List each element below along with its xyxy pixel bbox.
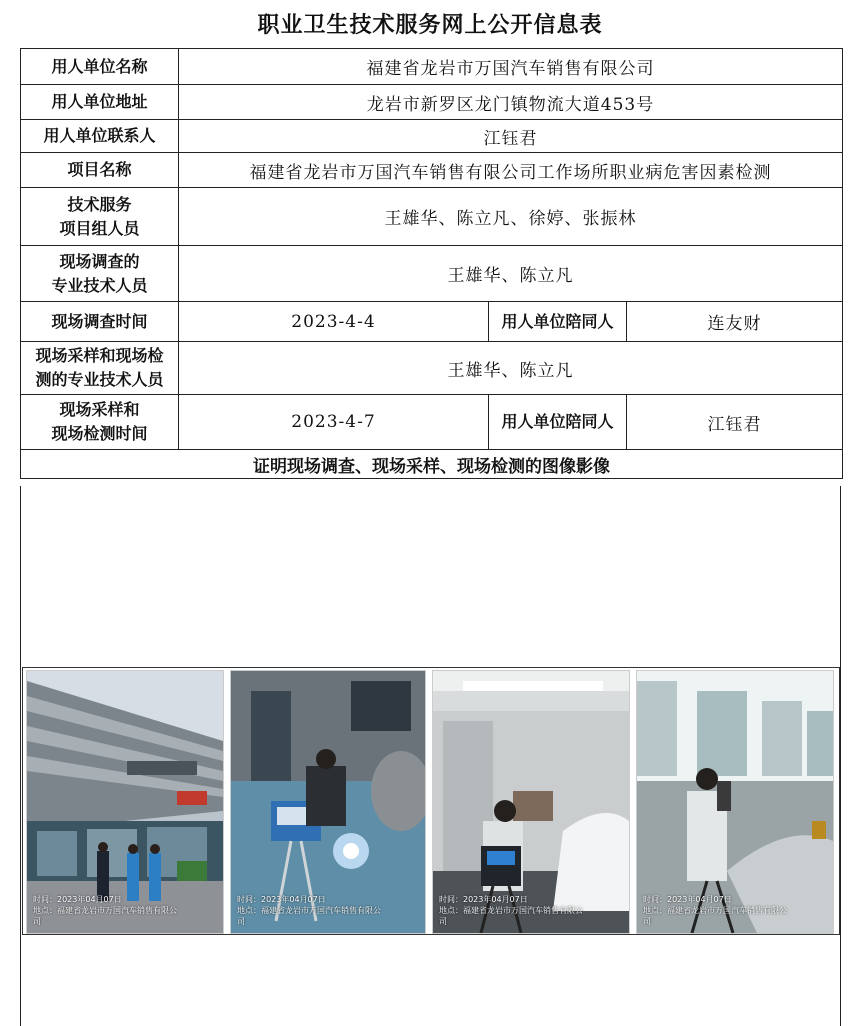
photo-3-time: 时间：2023年04月07日 — [439, 895, 528, 904]
team-label-line2: 项目组人员 — [59, 218, 140, 238]
photo-3-place: 地点：福建省龙岩市万国汽车销售有限公 — [439, 906, 583, 915]
survey-time-label: 现场调查时间 — [21, 302, 179, 342]
row-employer-name — [21, 49, 843, 85]
photo-1-place: 地点：福建省龙岩市万国汽车销售有限公 — [33, 906, 177, 915]
sampling-time-label-line2: 现场检测时间 — [51, 424, 148, 443]
team-label-line1: 技术服务 — [67, 194, 132, 214]
sampling-staff-label-line2: 测的专业技术人员 — [35, 370, 164, 389]
sampling-companion-label: 用人单位陪同人 — [489, 395, 627, 450]
photo-4-place-2: 司 — [643, 917, 651, 926]
sampling-staff-value: 王雄华、陈立凡 — [179, 342, 843, 395]
sampling-time-label-line1: 现场采样和 — [59, 400, 140, 419]
project-name-label: 项目名称 — [21, 153, 179, 188]
row-images-header — [21, 450, 843, 479]
photo-caption-4 — [643, 894, 787, 927]
photo-strip — [22, 667, 840, 935]
info-table — [20, 48, 843, 479]
survey-time-value: 2023-4-4 — [179, 302, 489, 342]
photo-welding-workshop — [230, 670, 426, 934]
employer-name-label: 用人单位名称 — [21, 49, 179, 85]
row-employer-contact — [21, 120, 843, 153]
survey-companion-value: 连友财 — [627, 302, 843, 342]
photo-2-place-2: 司 — [237, 917, 245, 926]
employer-address-value: 龙岩市新罗区龙门镇物流大道453号 — [179, 85, 843, 120]
photo-3-place-2: 司 — [439, 917, 447, 926]
team-label — [21, 188, 179, 246]
employer-name-value: 福建省龙岩市万国汽车销售有限公司 — [179, 49, 843, 85]
images-header: 证明现场调查、现场采样、现场检测的图像影像 — [21, 450, 843, 479]
sampling-staff-label — [21, 342, 179, 395]
row-survey-time — [21, 302, 843, 342]
photo-caption-3 — [439, 894, 583, 927]
photo-2-place: 地点：福建省龙岩市万国汽车销售有限公 — [237, 906, 381, 915]
row-project-name — [21, 153, 843, 188]
photo-4-place: 地点：福建省龙岩市万国汽车销售有限公 — [643, 906, 787, 915]
row-survey-staff — [21, 246, 843, 302]
photo-caption-2 — [237, 894, 381, 927]
photo-building-exterior — [26, 670, 224, 934]
photo-caption-1 — [33, 894, 177, 927]
page-title: 职业卫生技术服务网上公开信息表 — [257, 12, 603, 38]
sampling-time-label — [21, 395, 179, 450]
photo-paint-booth — [432, 670, 630, 934]
team-value: 王雄华、陈立凡、徐婷、张振林 — [179, 188, 843, 246]
survey-staff-label — [21, 246, 179, 302]
employer-address-label: 用人单位地址 — [21, 85, 179, 120]
photo-1-place-2: 司 — [33, 917, 41, 926]
photo-noise-measurement — [636, 670, 834, 934]
photo-4-time: 时间：2023年04月07日 — [643, 895, 732, 904]
employer-contact-value: 江钰君 — [179, 120, 843, 153]
row-sampling-time — [21, 395, 843, 450]
row-team — [21, 188, 843, 246]
survey-staff-label-line2: 专业技术人员 — [51, 275, 148, 295]
survey-staff-label-line1: 现场调查的 — [59, 251, 140, 271]
sampling-time-value: 2023-4-7 — [179, 395, 489, 450]
photo-2-time: 时间：2023年04月07日 — [237, 895, 326, 904]
row-employer-address — [21, 85, 843, 120]
survey-staff-value: 王雄华、陈立凡 — [179, 246, 843, 302]
row-sampling-staff — [21, 342, 843, 395]
employer-contact-label: 用人单位联系人 — [21, 120, 179, 153]
sampling-staff-label-line1: 现场采样和现场检 — [35, 346, 164, 365]
photo-1-time: 时间：2023年04月07日 — [33, 895, 122, 904]
survey-companion-label: 用人单位陪同人 — [489, 302, 627, 342]
sampling-companion-value: 江钰君 — [627, 395, 843, 450]
project-name-value: 福建省龙岩市万国汽车销售有限公司工作场所职业病危害因素检测 — [179, 153, 843, 188]
